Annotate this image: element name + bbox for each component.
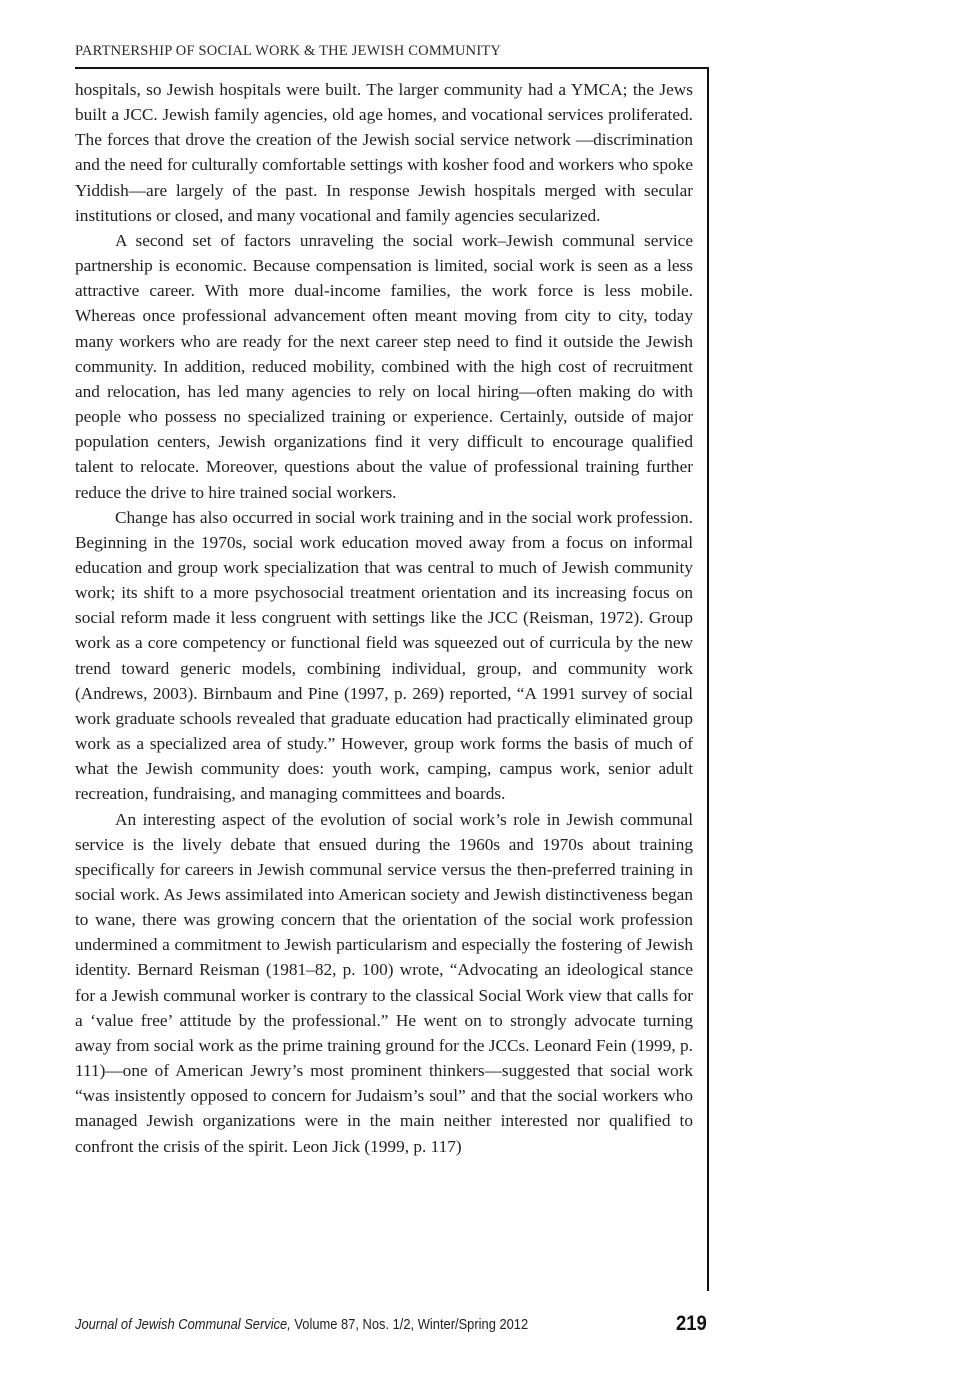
paragraph-continued: hospitals, so Jewish hospitals were built. The larger community had a YMCA; the Jews built a JCC. Jewish family agencies, old age homes, and vocational services proliferated. The forces that drove the creation of the Jewish social service network —discrimination and the need for culturally comfortable settings with kosher food and workers who spoke Yiddish—are largely of the past. In response Jewish hospitals merged with secular institutions or closed, and many vocational and family agencies secularized.	[75, 80, 693, 225]
header-rule	[75, 67, 709, 69]
journal-title: Journal of Jewish Communal Service,	[75, 1316, 291, 1333]
footer-citation	[75, 1316, 528, 1333]
paragraph: A second set of factors unraveling the social work–Jewish communal service partnership is economic. Because compensation is limited, social work is seen as a less attractive career. With more dual-income families, the work force is less mobile. Whereas once professional advancement often meant moving from city to city, today many workers who are ready for the next career step need to find it outside the Jewish community. In addition, reduced mobility, combined with the high cost of recruitment and relocation, has led many agencies to rely on local hiring—often making do with people who possess no specialized training or experience. Certainly, outside of major population centers, Jewish organizations find it very difficult to encourage qualified talent to relocate. Moreover, questions about the value of professional training further reduce the drive to hire trained social workers.	[75, 230, 693, 502]
page-number: 219	[676, 1312, 707, 1335]
running-head: PARTNERSHIP OF SOCIAL WORK & THE JEWISH COMMUNITY	[75, 43, 502, 59]
body-text	[75, 77, 693, 1159]
paragraph: An interesting aspect of the evolution of social work’s role in Jewish communal service is the lively debate that ensued during the 1960s and 1970s about training specifically for careers in Jewish communal service versus the then-preferred training in social work. As Jews assimilated into American society and Jewish distinctiveness began to wane, there was growing concern that the orientation of the social work profession undermined a commitment to Jewish particularism and especially the fostering of Jewish identity. Bernard Reisman (1981–82, p. 100) wrote, “Advocating an ideological stance for a Jewish communal worker is contrary to the classical Social Work view that calls for a ‘value free’ attitude by the professional.” He went on to strongly advocate turning away from social work as the prime training ground for the JCCs. Leonard Fein (1999, p. 111)—one of American Jewry’s most prominent thinkers—suggested that social work “was insistently opposed to concern for Judaism’s soul” and that the social workers who managed Jewish organizations were in the main neither interested nor qualified to confront the crisis of the spirit. Leon Jick (1999, p. 117)	[75, 809, 693, 1156]
paragraph: Change has also occurred in social work training and in the social work profession. Beginning in the 1970s, social work education moved away from a focus on informal education and group work specialization that was central to much of Jewish community work; its shift to a more psychosocial treatment orientation and its increasing focus on social reform made it less congruent with settings like the JCC (Reisman, 1972). Group work as a core competency or functional field was squeezed out of curricula by the new trend toward generic models, combining individual, group, and community work (Andrews, 2003). Birnbaum and Pine (1997, p. 269) reported, “A 1991 survey of social work graduate schools revealed that graduate education had practically eliminated group work as a specialized area of study.” However, group work forms the basis of much of what the Jewish community does: youth work, camping, campus work, senior adult recreation, fundraising, and managing committees and boards.	[75, 507, 693, 804]
issue-info: Volume 87, Nos. 1/2, Winter/Spring 2012	[290, 1316, 529, 1333]
margin-rule	[707, 67, 709, 1291]
